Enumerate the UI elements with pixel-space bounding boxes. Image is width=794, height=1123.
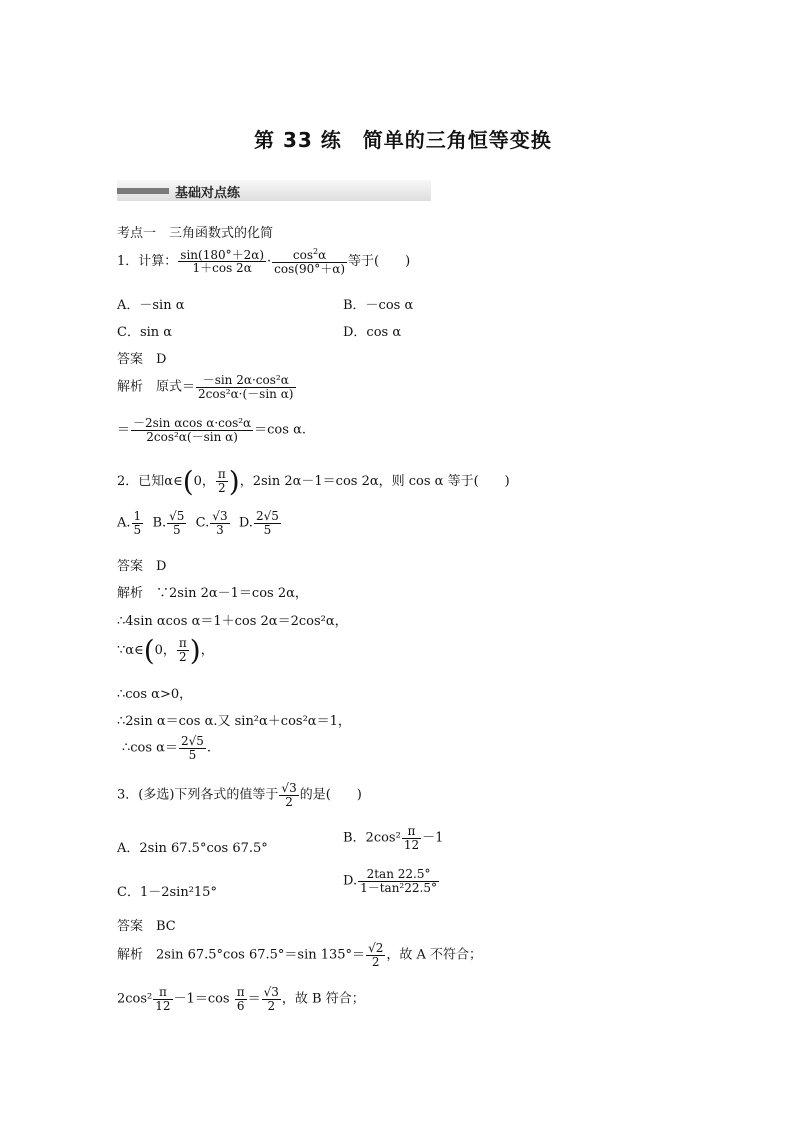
q2-option-a: A.	[117, 515, 131, 531]
banner-bar	[117, 188, 169, 194]
q1-option-a: A．－sin α	[117, 298, 185, 313]
q3-solution-2: 2cos² $\frac{\pi}{12}$ －1＝cos $\frac{\pi}{6}$ ＝ $\frac{√3}{2}$ ，故 B 符合；	[117, 985, 365, 1013]
topic-heading: 考点一 三角函数式的化简	[117, 226, 274, 241]
q1-solution-2: ＝ $\frac{\text{－2sin αcos α·cos²α}}{\text{2cos²α(－sin α)}}$ ＝cos α.	[117, 416, 306, 444]
q2-solution-1: 解析 ∵2sin 2α－1＝cos 2α，	[117, 586, 308, 601]
q1-option-d: D．cos α	[343, 325, 402, 340]
q2-solution-6: ∴cos α＝ $\frac{2√5}{5}$ .	[122, 734, 212, 762]
q2-option-d: D.	[238, 515, 253, 531]
question-2: 2．已知α∈(0， $\frac{\pi}{2}$ )，2sin 2α－1＝cos 2α，则 cos α 等于( )	[117, 465, 510, 498]
q1-option-c: C．sin α	[117, 325, 173, 340]
q2-options: A. $\frac{1}{5}$ B. $\frac{√5}{5}$ C. $\frac{√3}{3}$ D. $\frac{2√5}{5}$	[117, 509, 279, 537]
q2-answer: 答案 D	[117, 559, 167, 574]
q3-option-b: B．2cos² $\frac{\pi}{12}$ －1	[343, 824, 444, 852]
q3-option-c: C．1－2sin²15°	[117, 885, 217, 900]
q1-fraction-1: $\frac{\sin(180^\circ+2\alpha)}{1+\cos 2\alpha}$	[180, 247, 265, 276]
q1-suffix: 等于( )	[348, 254, 411, 270]
section-title: 基础对点练	[175, 186, 241, 201]
section-banner	[117, 180, 431, 201]
q3-option-d: D. $\frac{2\tan 22.5^\circ}{\text{1－tan²22.5°}}$	[343, 867, 437, 895]
question-1: 1．计算： $\frac{\sin(180^\circ+2\alpha)}{1+\cos 2\alpha}$ · $\frac{\cos^2\alpha}{\cos(90^\circ+\alpha)}$ 等于( )	[117, 247, 411, 276]
q2-solution-4: ∴cos α>0，	[117, 687, 193, 702]
q2-solution-2: ∴4sin αcos α＝1＋cos 2α＝2cos²α，	[117, 614, 348, 629]
q2-option-c: C.	[195, 515, 210, 531]
q2-option-b: B.	[152, 515, 167, 531]
q1-option-b: B．－cos α	[343, 298, 414, 313]
q3-option-a: A．2sin 67.5°cos 67.5°	[117, 841, 268, 856]
q3-answer: 答案 BC	[117, 919, 176, 934]
q2-solution-3: ∵α∈(0， $\frac{\pi}{2}$ )，	[117, 634, 214, 667]
q3-solution-1: 解析 2sin 67.5°cos 67.5°＝sin 135°＝ $\frac{√2}{2}$ ，故 A 不符合；	[117, 941, 482, 969]
q1-fraction-2: $\frac{\cos^2\alpha}{\cos(90^\circ+\alpha)}$	[274, 247, 345, 276]
q1-prefix: 1．计算：	[117, 254, 178, 270]
q2-solution-5: ∴2sin α＝cos α.又 sin²α＋cos²α＝1，	[117, 714, 351, 729]
q1-solution-1: 解析 原式＝ $\frac{\text{－sin 2α·cos²α}}{\text{2cos²α·(－sin α)}}$	[117, 373, 294, 401]
page-title: 第 33 练 简单的三角恒等变换	[254, 128, 552, 152]
q1-answer: 答案 D	[117, 352, 167, 367]
question-3: 3．(多选)下列各式的值等于 $\frac{√3}{2}$ 的是( )	[117, 781, 362, 809]
